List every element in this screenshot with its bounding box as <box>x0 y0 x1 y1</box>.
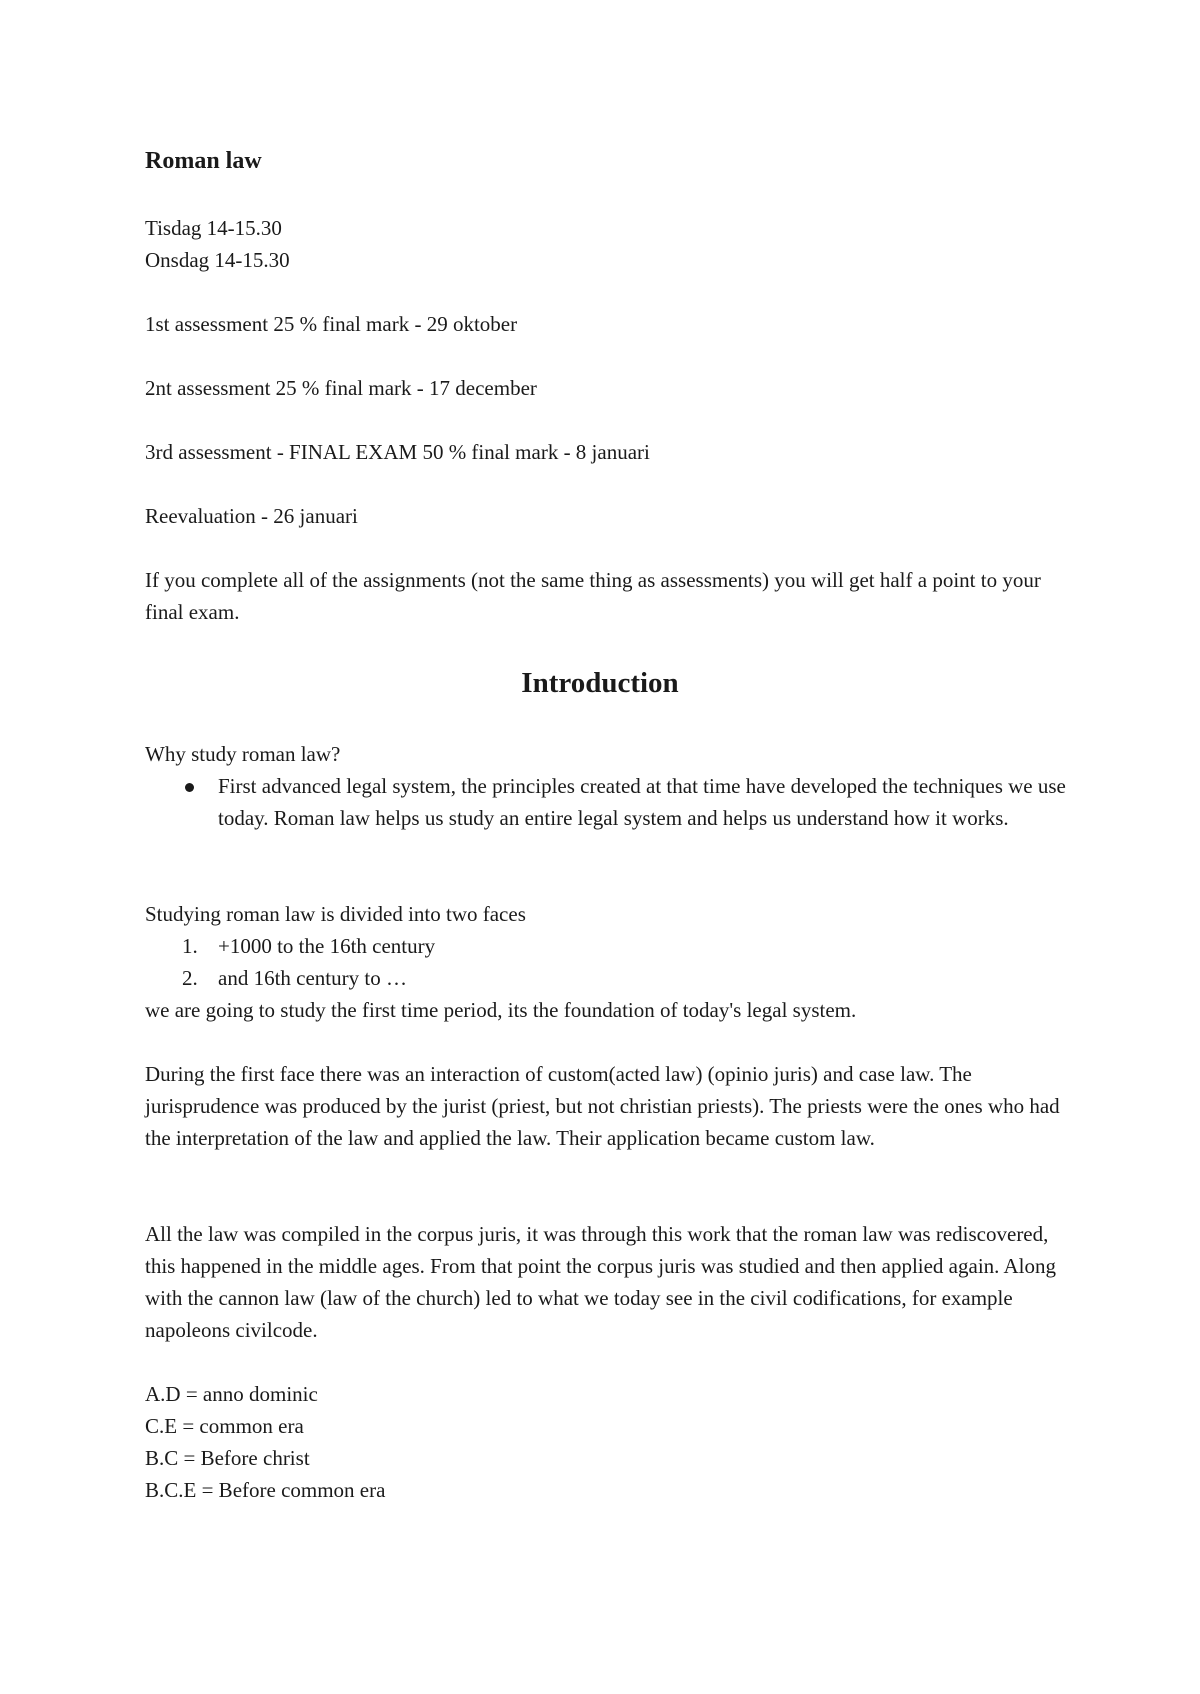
why-study-block <box>145 738 1070 834</box>
list-item <box>145 962 1070 994</box>
phases-block <box>145 898 1070 1026</box>
phase-text: and 16th century to … <box>218 966 407 990</box>
why-study-question: Why study roman law? <box>145 742 341 766</box>
section-heading-introduction: Introduction <box>521 667 679 699</box>
assessment-line-1: 1st assessment 25 % final mark - 29 oktober <box>145 312 518 336</box>
paragraph-first-face: During the first face there was an interaction of custom(acted law) (opinio juris) and case law. The jurisprudence was produced by the jurist (priest, but not christian priests). The priests were the ones who had the interpretation of the law and applied the law. Their application became custom law. <box>145 1062 1060 1150</box>
phases-outro: we are going to study the first time period, its the foundation of today's legal system. <box>145 998 857 1022</box>
paragraph-corpus-juris: All the law was compiled in the corpus juris, it was through this work that the roman law was rediscovered, this happened in the middle ages. From that point the corpus juris was studied and then applied again. Along with the cannon law (law of the church) led to what we today see in the civil codifications, for example napoleons civilcode. <box>145 1222 1056 1342</box>
phases-intro: Studying roman law is divided into two faces <box>145 902 526 926</box>
bullet-text: First advanced legal system, the principles created at that time have developed the techniques we use today. Roman law helps us study an entire legal system and helps us understand how it works. <box>218 774 1066 830</box>
phases-list <box>145 930 1070 994</box>
list-item <box>145 770 1070 834</box>
assignment-note: If you complete all of the assignments (not the same thing as assessments) you will get half a point to your final exam. <box>145 568 1041 624</box>
schedule-line-tuesday: Tisdag 14-15.30 <box>145 216 282 240</box>
abbreviation-ad: A.D = anno dominic <box>145 1382 318 1406</box>
abbreviations-block <box>145 1378 1070 1506</box>
schedule-block <box>145 212 1070 276</box>
document-title: Roman law <box>145 148 262 174</box>
why-study-bullets <box>145 770 1070 834</box>
phase-text: +1000 to the 16th century <box>218 934 436 958</box>
bullet-icon <box>185 783 194 792</box>
list-number: 1. <box>182 934 198 958</box>
abbreviation-bc: B.C = Before christ <box>145 1446 310 1470</box>
assessment-line-3: 3rd assessment - FINAL EXAM 50 % final mark - 8 januari <box>145 440 650 464</box>
schedule-line-wednesday: Onsdag 14-15.30 <box>145 248 290 272</box>
list-item <box>145 930 1070 962</box>
abbreviation-ce: C.E = common era <box>145 1414 304 1438</box>
reevaluation-line: Reevaluation - 26 januari <box>145 504 358 528</box>
list-number: 2. <box>182 966 198 990</box>
assessment-line-2: 2nt assessment 25 % final mark - 17 december <box>145 376 537 400</box>
abbreviation-bce: B.C.E = Before common era <box>145 1478 386 1502</box>
